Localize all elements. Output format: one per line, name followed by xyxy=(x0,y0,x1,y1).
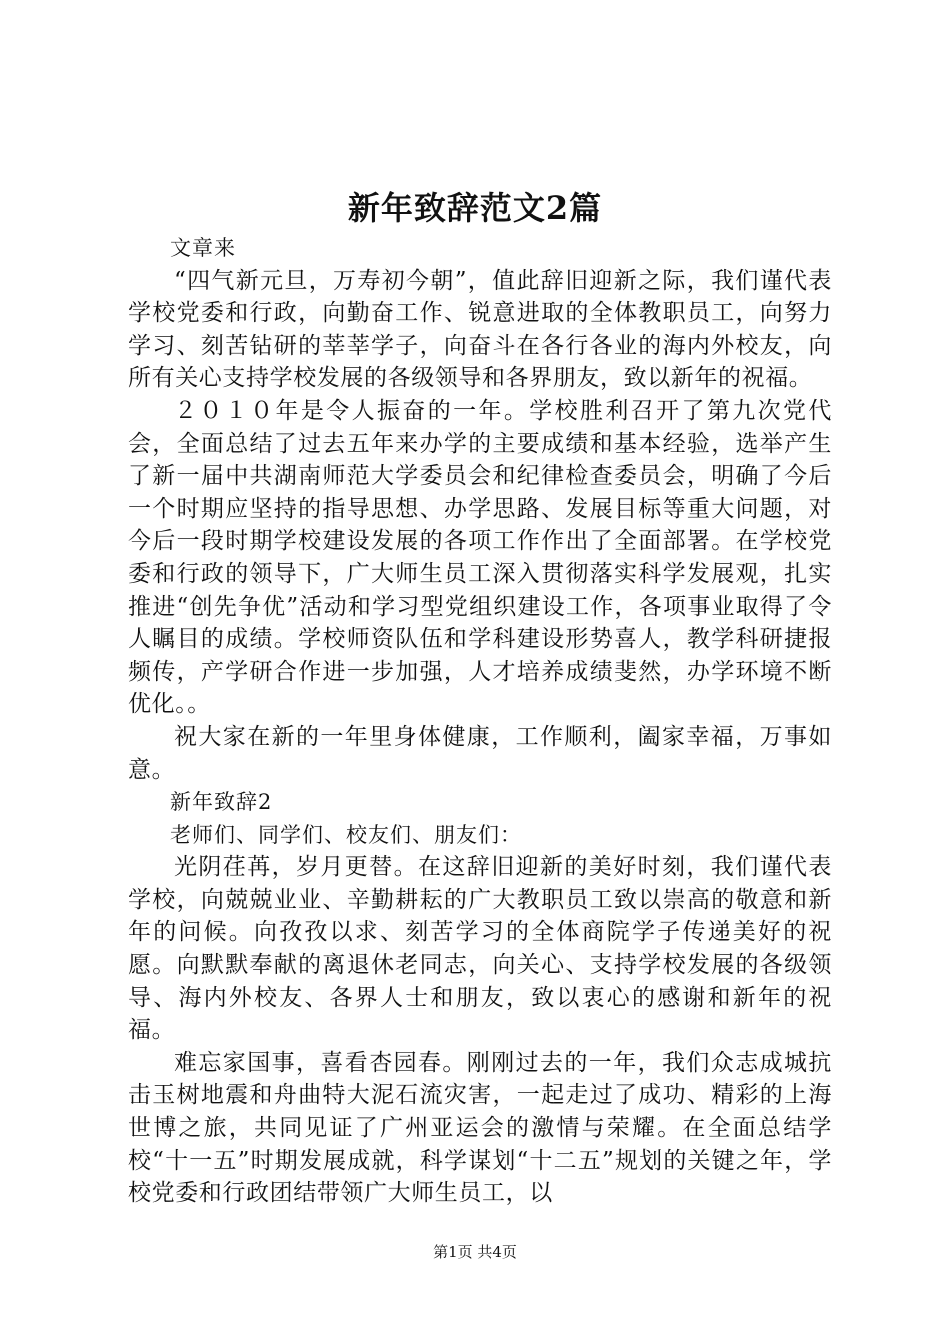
paragraph-5: 难忘家国事，喜看杏园春。刚刚过去的一年，我们众志成城抗击玉树地震和舟曲特大泥石流灾害，一起走过了成功、精彩的上海世博之旅，共同见证了广州亚运会的激情与荣耀。在全面总结学校“十一五”时期发展成就，科学谋划“十二五”规划的关键之年，学校党委和行政团结带领广大师生员工，以 xyxy=(128,1049,832,1207)
paragraph-3: 祝大家在新的一年里身体健康，工作顺利，阖家幸福，万事如意。 xyxy=(128,723,832,783)
paragraph-4: 光阴荏苒，岁月更替。在这辞旧迎新的美好时刻，我们谨代表学校，向兢兢业业、辛勤耕耘的广大教职员工致以崇高的敬意和新年的问候。向孜孜以求、刻苦学习的全体商院学子传递美好的祝愿。向默默奉献的离退休老同志，向关心、支持学校发展的各级领导、海内外校友、各界人士和朋友，致以衷心的感谢和新年的祝福。 xyxy=(128,854,832,1044)
page-footer: 第1页 共4页 xyxy=(433,1243,517,1261)
section-heading-2: 新年致辞2 xyxy=(170,790,273,815)
paragraph-1: “四气新元旦，万寿初今朝”，值此辞旧迎新之际，我们谨代表学校党委和行政，向勤奋工作、锐意进取的全体教职员工，向努力学习、刻苦钻研的莘莘学子，向奋斗在各行各业的海内外校友，向所有关心支持学校发展的各级领导和各界朋友，致以新年的祝福。 xyxy=(128,267,832,392)
document-title: 新年致辞范文2篇 xyxy=(347,189,603,227)
document-body xyxy=(128,232,832,1210)
salutation: 老师们、同学们、校友们、朋友们： xyxy=(170,822,522,847)
paragraph-2: ２０１０年是令人振奋的一年。学校胜利召开了第九次党代会，全面总结了过去五年来办学的主要成绩和基本经验，选举产生了新一届中共湖南师范大学委员会和纪律检查委员会，明确了今后一个时期应坚持的指导思想、办学思路、发展目标等重大问题，对今后一段时期学校建设发展的各项工作作出了全面部署。在学校党委和行政的领导下，广大师生员工深入贯彻落实科学发展观，扎实推进“创先争优”活动和学习型党组织建设工作，各项事业取得了令人瞩目的成绩。学校师资队伍和学科建设形势喜人，教学科研捷报频传，产学研合作进一步加强，人才培养成绩斐然，办学环境不断优化。。 xyxy=(128,397,832,718)
paragraph-source: 文章来 xyxy=(170,236,236,260)
